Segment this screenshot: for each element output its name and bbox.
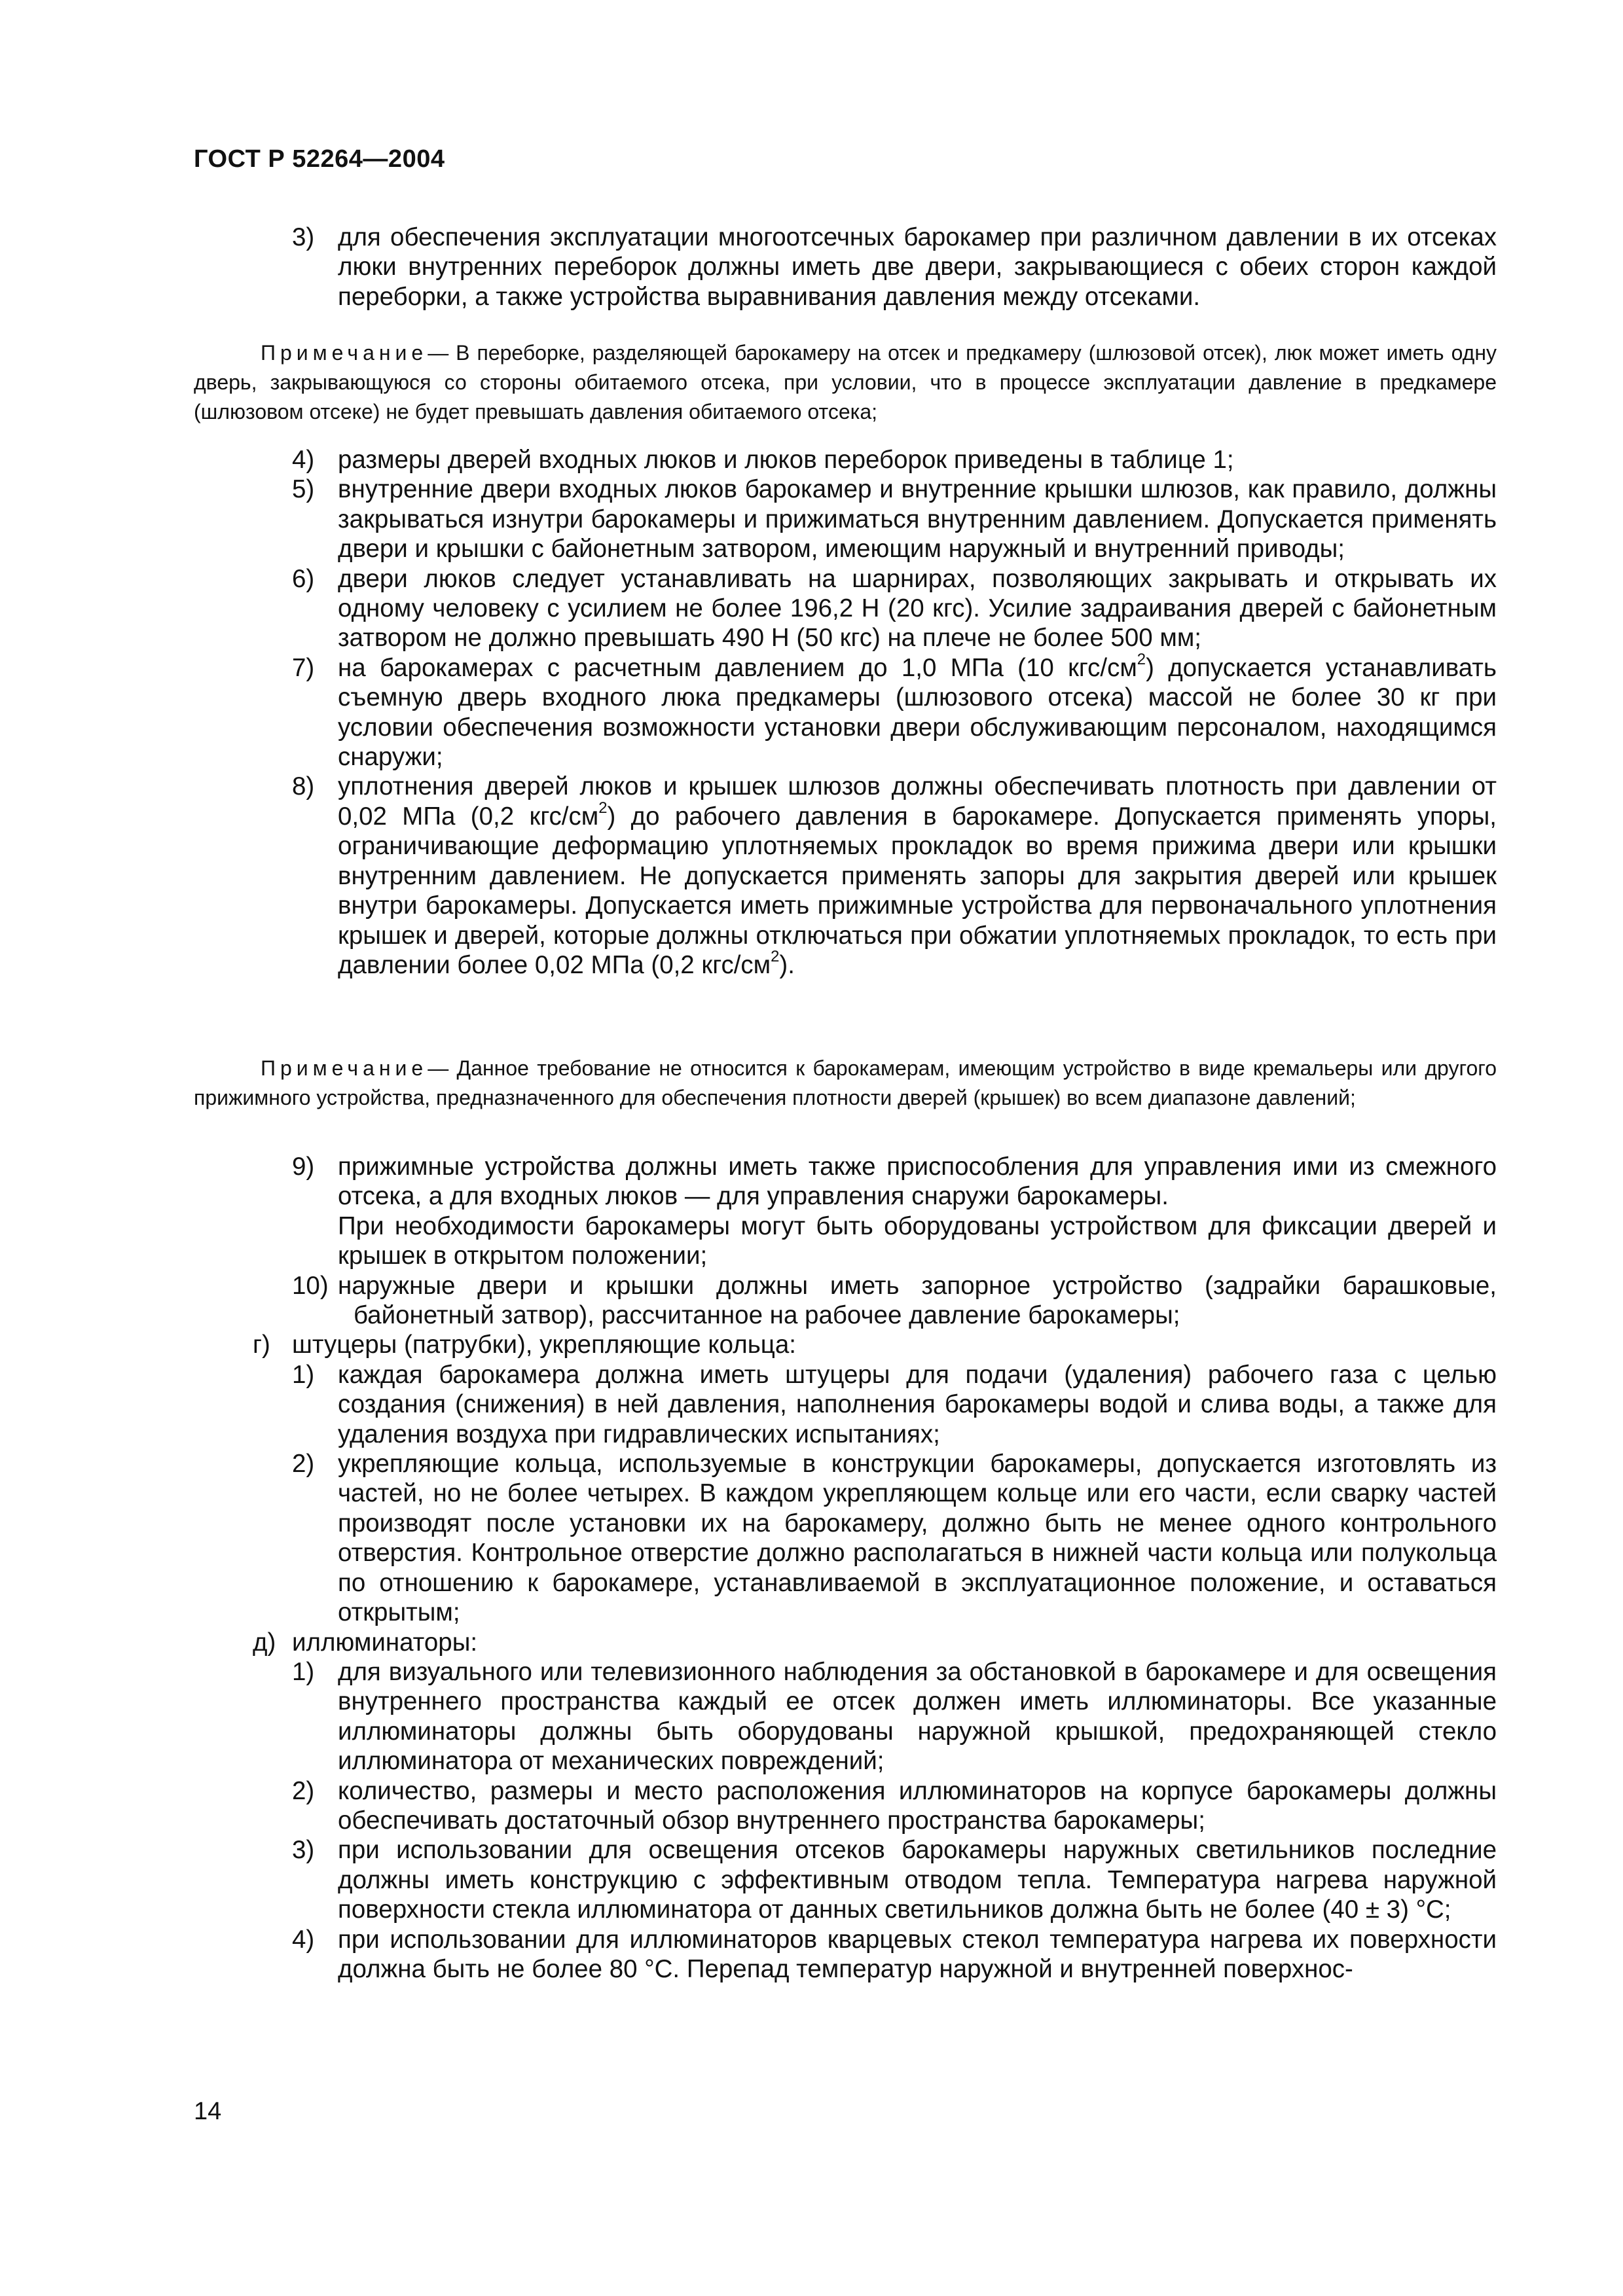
list-item-5: 5) внутренние двери входных люков барокамер и внутренние крышки шлюзов, как правило, должны закрываться изнутри барокамеры и прижиматься внутренним давлением. Допускается применять двери и крышки с байонетным затвором, имеющим наружный и внутренний приводы; [292, 475, 1497, 564]
section-d-item-4: 4) при использовании для иллюминаторов кварцевых стекол температура нагрева их поверхности должна быть не более 80 °С. Перепад температур наружной и внутренней поверхнос- [292, 1925, 1497, 1983]
document-header: ГОСТ Р 52264—2004 [194, 145, 445, 173]
list-item-9: 9) прижимные устройства должны иметь также приспособления для управления ими из смежного отсека, а для входных люков — для управления снаружи барокамеры. [292, 1153, 1497, 1211]
note-2: Примечание— Данное требование не относится к барокамерам, имеющим устройство в виде кремальеры или другого прижимного устройства, предназначенного для обеспечения плотности дверей (крышек) во всем диапазоне давлений; [194, 1056, 1497, 1109]
list-item-8: 8) уплотнения дверей люков и крышек шлюзов должны обеспечивать плотность при давлении от 0,02 МПа (0,2 кгс/$см^2$) до рабочего давления в барокамере. Допускается применять упоры, ограничивающие деформацию уплотняемых прокладок во время прижима двери или крышки внутренним давлением. Не допускается применять запоры для закрытия дверей или крышек внутри барокамеры. Допускается иметь прижимные устройства для первоначального уплотнения крышек и дверей, которые должны отключаться при обжатии уплотняемых прокладок, то есть при давлении более 0,02 МПа (0,2 кгс/$см^2$). [292, 772, 1497, 979]
note-1: Примечание— В переборке, разделяющей барокамеру на отсек и предкамеру (шлюзовой отсек), люк может иметь одну дверь, закрывающуюся со стороны обитаемого отсека, при условии, что в процессе эксплуатации давление в предкамере (шлюзовом отсеке) не будет превышать давления обитаемого отсека; [194, 341, 1497, 423]
section-g-item-2: 2) укрепляющие кольца, используемые в конструкции барокамеры, допускается изготовлять из частей, но не более четырех. В каждом укрепляющем кольце или его части, если сварку частей производят после установки их на барокамеру, должно быть не менее одного контрольного отверстия. Контрольное отверстие должно располагаться в нижней части кольца или полукольца по отношению к барокамере, устанавливаемой в эксплуатационное положение, и оставаться открытым; [292, 1450, 1497, 1627]
list-item-3: 3) для обеспечения эксплуатации многоотсечных барокамер при различном давлении в их отсеках люки внутренних переборок должны иметь две двери, закрывающиеся с обеих сторон каждой переборки, а также устройства выравнивания давления между отсеками. [292, 223, 1497, 311]
section-d-heading: д) иллюминаторы: [253, 1628, 478, 1657]
list-block-bottom [194, 1152, 1497, 1984]
list-block-mid [194, 445, 1497, 980]
section-d-item-3: 3) при использовании для освещения отсеков барокамеры наружных светильников последние должны иметь конструкцию с эффективным отводом тепла. Температура нагрева наружной поверхности стекла иллюминатора от данных светильников должна быть не более (40 ± 3) °С; [292, 1836, 1497, 1924]
list-item-10: 10) наружные двери и крышки должны иметь запорное устройство (задрайки барашковые, байонетный затвор), рассчитанное на рабочее давление барокамеры; [292, 1271, 1497, 1330]
list-item-6: 6) двери люков следует устанавливать на шарнирах, позволяющих закрывать и открывать их одному человеку с усилием не более 196,2 Н (20 кгс). Усилие задраивания дверей с байонетным затвором не должно превышать 490 Н (50 кгс) на плече не более 500 мм; [292, 564, 1497, 653]
section-g-heading: г) штуцеры (патрубки), укрепляющие кольца: [253, 1331, 796, 1359]
section-d-item-1: 1) для визуального или телевизионного наблюдения за обстановкой в барокамере и для освещения внутреннего пространства каждый ее отсек должен иметь иллюминаторы. Все указанные иллюминаторы должны быть оборудованы наружной крышкой, предохраняющей стекло иллюминатора от механических повреждений; [292, 1657, 1497, 1776]
page-number: 14 [194, 2098, 222, 2125]
section-g-item-1: 1) каждая барокамера должна иметь штуцеры для подачи (удаления) рабочего газа с целью создания (снижения) в ней давления, наполнения барокамеры водой и слива воды, а также для удаления воздуха при гидравлических испытаниях; [292, 1360, 1497, 1448]
section-d-item-2: 2) количество, размеры и место расположения иллюминаторов на корпусе барокамеры должны обеспечивать достаточный обзор внутреннего пространства барокамеры; [292, 1776, 1497, 1835]
note-label: Примечание [261, 341, 428, 365]
list-item-4: 4) размеры дверей входных люков и люков переборок приведены в таблице 1; [292, 446, 1234, 474]
list-item-9-continued: При необходимости барокамеры могут быть оборудованы устройством для фиксации дверей и крышек в открытом положении; [338, 1211, 1497, 1270]
note-label: Примечание [261, 1056, 428, 1080]
list-block-top [194, 223, 1497, 312]
list-item-7: 7) на барокамерах с расчетным давлением до 1,0 МПа (10 кгс/$см^2$) допускается устанавливать съемную дверь входного люка предкамеры (шлюзового отсека) массой не более 30 кг при условии обеспечения возможности установки двери обслуживающим персоналом, находящимся снаружи; [292, 650, 1497, 772]
